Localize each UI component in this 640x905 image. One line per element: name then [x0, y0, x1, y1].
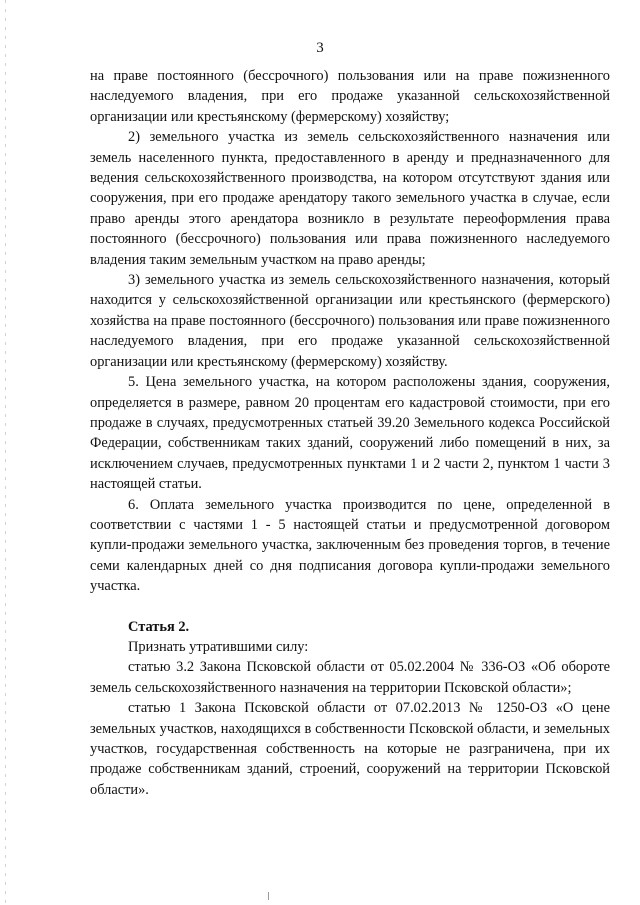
paragraph-continuation: на праве постоянного (бессрочного) пользования или на праве пожизненного наследуемого владения, при его продаже указанной сельскохозяйственной организации или крестьянскому (фермерскому) хозяйству;: [90, 68, 610, 125]
scan-edge-artifact: [5, 0, 6, 905]
article-item-2: статью 1 Закона Псковской области от 07.02.2013 № 1250-ОЗ «О цене земельных участков, находящихся в собственности Псковской области, и земельных участков, государственная собственность на которые не разграничена, при их продаже собственникам зданий, строений, сооружений на территории Псковской области».: [90, 700, 610, 798]
paragraph-part-5: 5. Цена земельного участка, на котором расположены здания, сооружения, определяется в размере, равном 20 процентам его кадастровой стоимости, при его продаже в случаях, предусмотренных статьей 39.20 Земельного кодекса Российской Федерации, собственникам таких зданий, сооружений либо помещений в них, за исключением случаев, предусмотренных пунктами 1 и 2 части 2, пунктом 1 части 3 настоящей статьи.: [90, 374, 610, 493]
scan-mark-artifact: [268, 892, 269, 900]
article-intro: Признать утратившими силу:: [128, 638, 309, 655]
paragraph-part-6: 6. Оплата земельного участка производится по цене, определенной в соответствии с частями 1 - 5 настоящей статьи и предусмотренной договором купли-продажи земельного участка, заключенным без проведения торгов, в течение семи календарных дней со дня подписания договора купли-продажи земельного участка.: [90, 496, 610, 595]
article-item-1: статью 3.2 Закона Псковской области от 05.02.2004 № 336-ОЗ «Об обороте земель сельскохозяйственного назначения на территории Псковской области»;: [90, 659, 610, 696]
paragraph-item-3: 3) земельного участка из земель сельскохозяйственного назначения, который находится у сельскохозяйственной организации или крестьянского (фермерского) хозяйства на праве постоянного (бессрочного) пользования или праве пожизненного наследуемого владения, при его продаже указанной сельскохозяйственной организации или крестьянскому (фермерскому) хозяйству.: [90, 272, 610, 370]
document-body: [90, 66, 610, 800]
paragraph-item-2: 2) земельного участка из земель сельскохозяйственного назначения или земель населенного пункта, предоставленного в аренду и предназначенного для ведения сельскохозяйственного производства, на котором отсутствуют здания или сооружения, при его продаже арендатору такого земельного участка в случае, если право аренды этого арендатора возникло в результате переоформления права постоянного (бессрочного) пользования или права пожизненного наследуемого владения таким земельным участком на право аренды;: [90, 129, 610, 268]
article-heading: Статья 2.: [128, 618, 190, 635]
page-number: 3: [316, 40, 324, 56]
